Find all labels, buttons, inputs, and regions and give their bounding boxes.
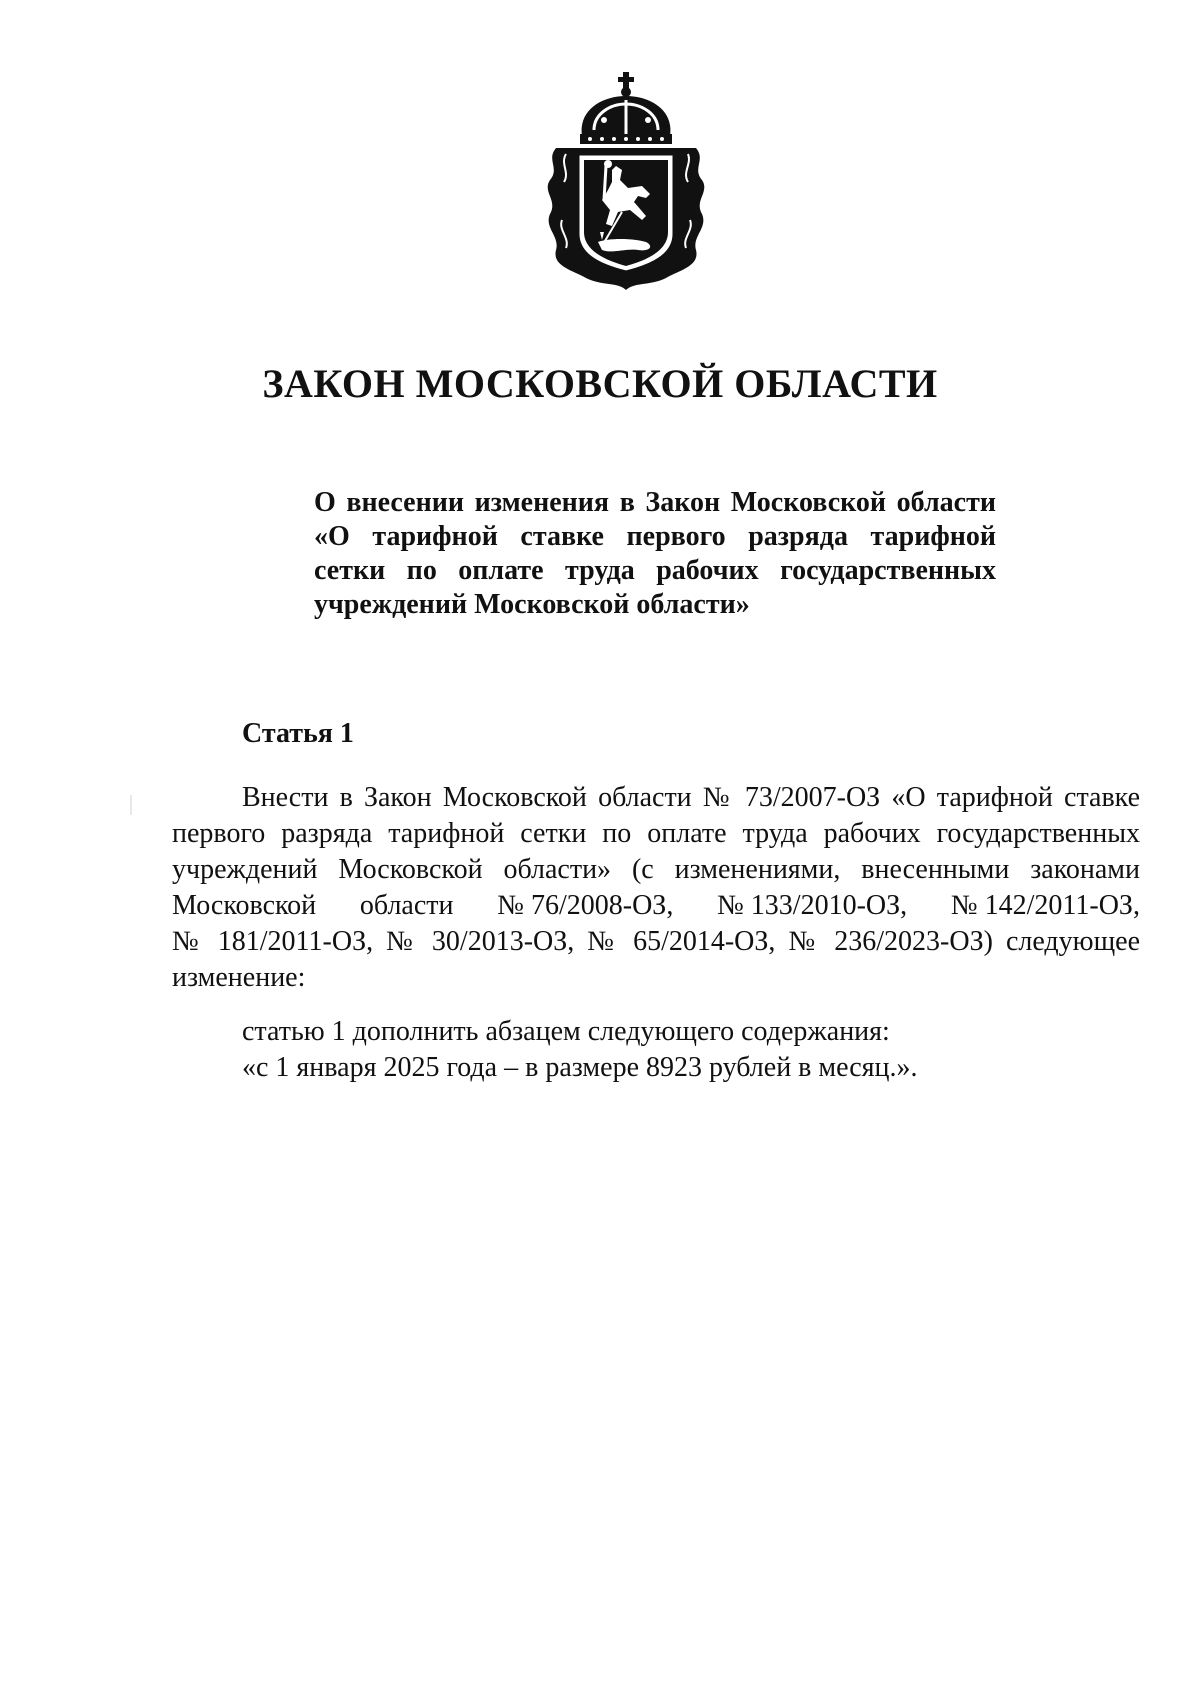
scan-margin-mark — [130, 795, 132, 815]
article-body-word: области — [359, 890, 454, 921]
article-body-word: Московской — [172, 890, 317, 921]
article-body-line: № 181/2011-ОЗ, № 30/2013-ОЗ, № 65/2014-ОЗ, № 236/2023-ОЗ) следующее — [172, 926, 1140, 957]
law-subject-line: учреждений Московской области» — [314, 589, 750, 620]
law-subject-line: «О тарифной ставке первого разряда тарифной — [314, 521, 996, 552]
article-body-line: Внести в Закон Московской области № 73/2007-ОЗ «О тарифной ставке — [242, 782, 1140, 813]
amendment-line: статью 1 дополнить абзацем следующего содержания: — [242, 1016, 890, 1047]
article-body-line: изменение: — [172, 962, 306, 993]
law-title: ЗАКОН МОСКОВСКОЙ ОБЛАСТИ — [262, 361, 938, 406]
article-heading: Статья 1 — [242, 718, 354, 749]
law-subject — [314, 486, 996, 622]
article-body-line: учреждений Московской области» (с изменениями, внесенными законами — [172, 854, 1140, 885]
article-body-line — [172, 888, 1140, 924]
article-body-word: № 133/2010-ОЗ, — [717, 890, 908, 921]
amendment-text — [242, 1014, 1142, 1086]
article-body-line: первого разряда тарифной сетки по оплате труда рабочих государственных — [172, 818, 1140, 849]
article-body — [172, 780, 1140, 996]
moscow-oblast-coat-of-arms-icon — [542, 70, 710, 292]
law-subject-line: сетки по оплате труда рабочих государственных — [314, 555, 996, 586]
law-subject-line: О внесении изменения в Закон Московской области — [314, 487, 996, 518]
amendment-line: «с 1 января 2025 года – в размере 8923 рублей в месяц.». — [242, 1052, 918, 1083]
article-body-word: № 142/2011-ОЗ, — [950, 890, 1140, 921]
article-body-word: № 76/2008-ОЗ, — [497, 890, 674, 921]
